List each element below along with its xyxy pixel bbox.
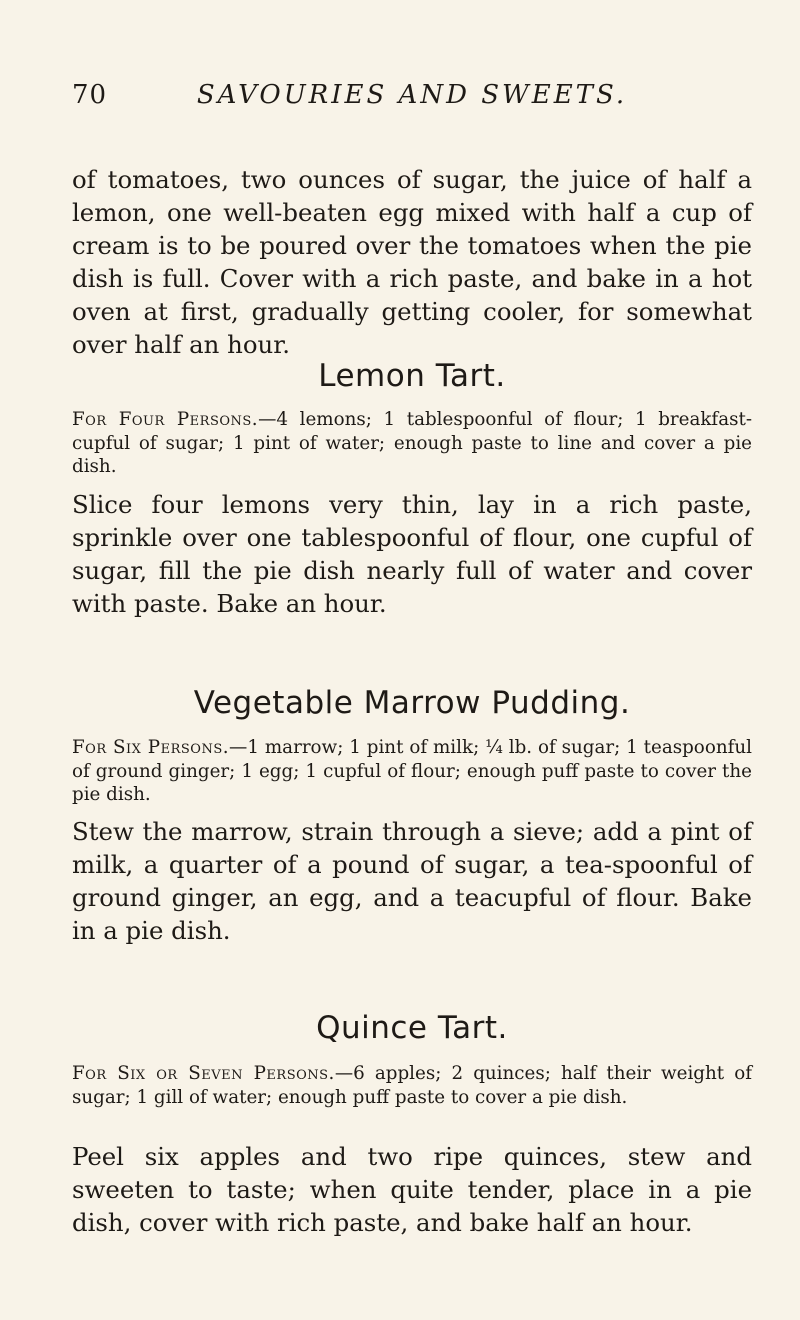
intro-paragraph: of tomatoes, two ounces of sugar, the juice of half a lemon, one well-beaten egg mixed with half a cup of cream is to be poured over the tomatoes when the pie dish is full. Cover with a rich paste, and bake in a hot oven at first, gradually getting cooler, for somewhat over half an hour. — [72, 165, 752, 359]
serves-quince-tart: For Six or Seven Persons. — [72, 1063, 335, 1084]
page-number: 70 — [72, 80, 108, 110]
running-title: SAVOURIES AND SWEETS. — [196, 80, 628, 110]
running-head — [72, 80, 752, 120]
serves-lemon-tart: For Four Persons. — [72, 409, 259, 430]
ingredients-vegetable-marrow-pudding — [72, 736, 752, 807]
ingredient-list-vegetable-marrow-pudding: —1 marrow; 1 pint of milk; ¼ lb. of sugar; 1 teaspoonful of ground ginger; 1 egg; 1 cupful of flour; enough puff paste to cover the pie dish. — [72, 737, 752, 805]
recipe-title-vegetable-marrow-pudding: Vegetable Marrow Pudding. — [193, 685, 631, 721]
method-lemon-tart: Slice four lemons very thin, lay in a rich paste, sprinkle over one tablespoonful of flour, one cupful of sugar, fill the pie dish nearly full of water and cover with paste. Bake an hour. — [72, 490, 752, 618]
method-vegetable-marrow-pudding: Stew the marrow, strain through a sieve; add a pint of milk, a quarter of a pound of sugar, a tea-spoonful of ground ginger, an egg, and a teacupful of flour. Bake in a pie dish. — [72, 817, 752, 945]
recipe-title-quince-tart: Quince Tart. — [316, 1010, 508, 1046]
method-quince-tart: Peel six apples and two ripe quinces, stew and sweeten to taste; when quite tender, place in a pie dish, cover with rich paste, and bake half an hour. — [72, 1142, 752, 1237]
ingredient-list-lemon-tart: —4 lemons; 1 tablespoonful of flour; 1 breakfast-cupful of sugar; 1 pint of water; enough paste to line and cover a pie dish. — [72, 409, 753, 477]
serves-vegetable-marrow-pudding: For Six Persons. — [72, 737, 230, 758]
ingredients-quince-tart — [72, 1062, 752, 1109]
ingredients-lemon-tart — [72, 408, 752, 479]
ingredient-list-quince-tart: —6 apples; 2 quinces; half their weight of sugar; 1 gill of water; enough puff paste to cover a pie dish. — [72, 1063, 753, 1108]
recipe-title-lemon-tart: Lemon Tart. — [318, 358, 506, 394]
